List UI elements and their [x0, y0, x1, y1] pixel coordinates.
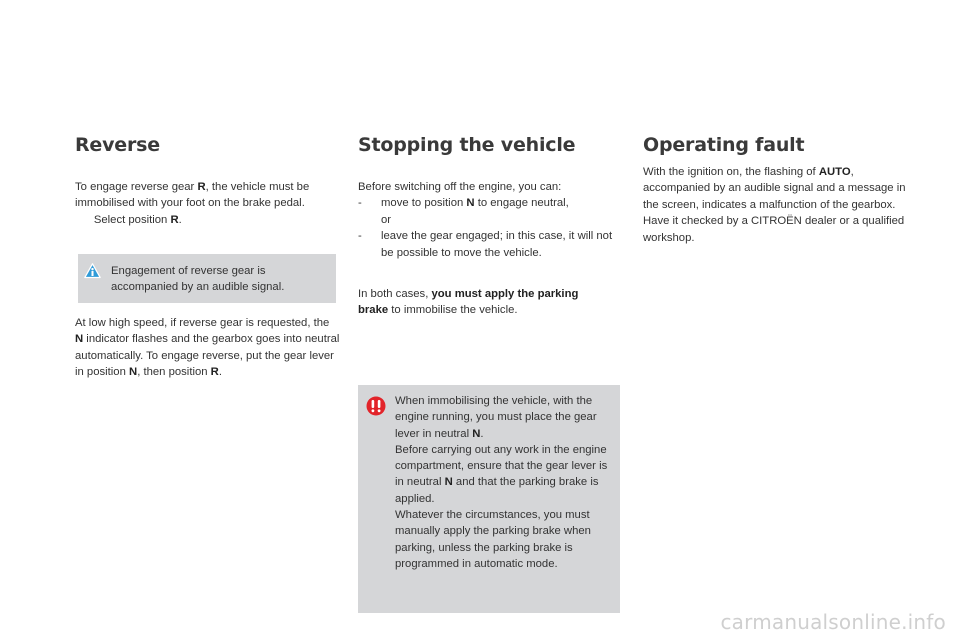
- reverse-heading: Reverse: [75, 134, 160, 156]
- reverse-bullet: Select position R.: [93, 213, 182, 226]
- info-icon: [84, 263, 101, 280]
- stopping-intro: Before switching off the engine, you can:: [358, 181, 562, 193]
- stopping-option-neutral: - move to position N to engage neutral,: [358, 197, 569, 210]
- watermark: carmanualsonline.info: [720, 610, 946, 634]
- reverse-low-speed-paragraph: At low high speed, if reverse gear is requested, the N indicator flashes and the gearbox goes into neutral automatically. To engage reverse, put the gear lever in position N, then position R.: [75, 317, 340, 379]
- stopping-option-gear: - leave the gear engaged; in this case, it will not be possible to move the vehicle.: [358, 230, 613, 259]
- stopping-or: or: [381, 213, 392, 226]
- fault-paragraph: With the ignition on, the flashing of AUTO, accompanied by an audible signal and a message in the screen, indicates a malfunction of the gearbox. Have it checked by a CITROËN dealer or a qualified workshop.: [643, 166, 906, 244]
- fault-heading: Operating fault: [643, 134, 805, 156]
- reverse-info-text: Engagement of reverse gear is accompanied by an audible signal.: [111, 265, 285, 294]
- stopping-heading: Stopping the vehicle: [358, 134, 576, 156]
- stopping-options: [358, 179, 620, 261]
- stopping-both-cases: In both cases, you must apply the parking brake to immobilise the vehicle.: [358, 288, 579, 317]
- stopping-warning-text: When immobilising the vehicle, with the engine running, you must place the gear lever in neutral N. Before carrying out any work in the engine compartment, ensure that the gear lever is in neutral N and that the parking brake is applied. Whatever the circumstances, you must manually apply the parking brake when parking, unless the parking brake is programmed in automatic mode.: [395, 395, 608, 570]
- warning-icon: [365, 395, 387, 417]
- reverse-intro-paragraph: To engage reverse gear R, the vehicle must be immobilised with your foot on the brake pedal. Select position R.: [75, 179, 340, 228]
- reverse-info-box: [78, 254, 336, 303]
- stopping-warning-box: [358, 385, 620, 613]
